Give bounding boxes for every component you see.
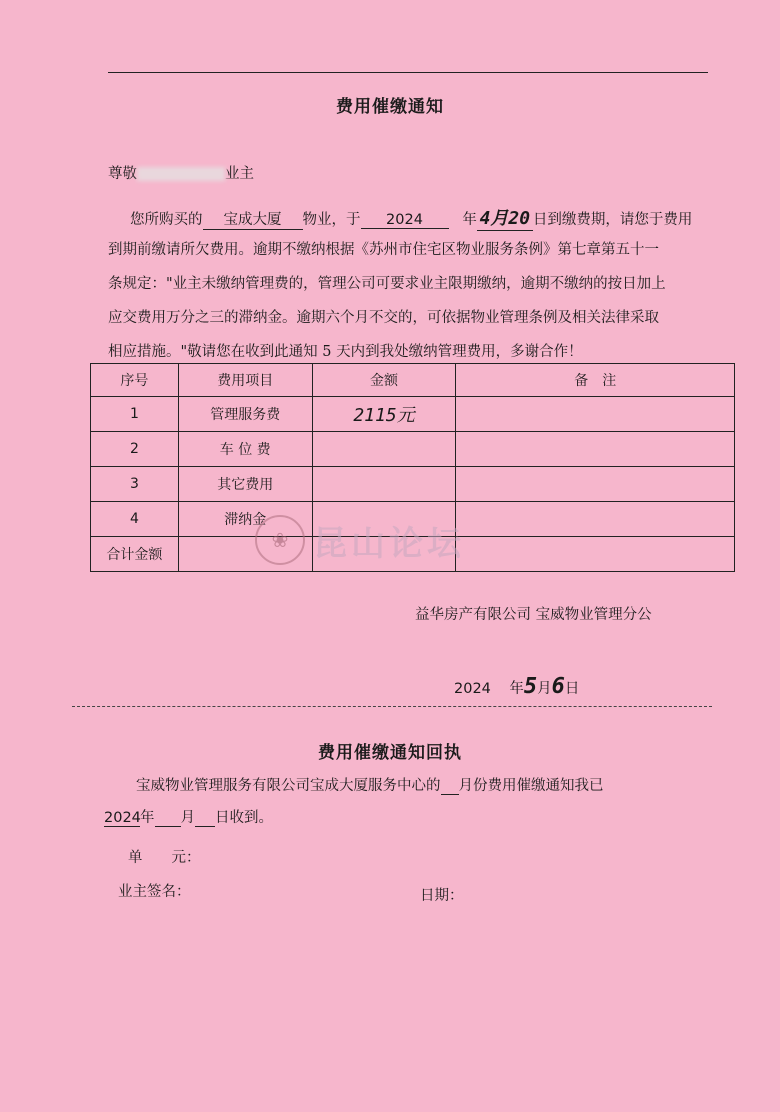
text-segment: 月份费用催缴通知我已 <box>458 778 604 794</box>
header-cell: 序号 <box>91 364 179 397</box>
row-item: 滞纳金 <box>178 502 312 537</box>
total-label: 合计金额 <box>91 537 179 572</box>
text-segment: 日收到。 <box>215 810 273 826</box>
table-row <box>91 397 735 432</box>
table-row <box>91 432 735 467</box>
receipt-line-2 <box>104 806 273 827</box>
row-amount <box>312 432 456 467</box>
row-number: 3 <box>91 467 179 502</box>
date-day-handwritten: 6 <box>551 674 565 699</box>
salutation <box>108 162 254 183</box>
paragraph-line-4: 应交费用万分之三的滞纳金。逾期六个月不交的，可依据物业管理条例及相关法律采取 <box>108 310 659 326</box>
text-segment: 年 <box>140 810 155 826</box>
receipt-month-blank <box>155 810 181 827</box>
owner-signature-label: 业主签名： <box>118 884 191 900</box>
date-year: 2024 <box>454 681 491 697</box>
redacted-name <box>137 167 225 181</box>
text-segment: 年 <box>509 681 524 697</box>
row-item: 其它费用 <box>178 467 312 502</box>
year-field: 2024 <box>361 212 449 229</box>
building-field: 宝成大厦 <box>203 208 303 230</box>
row-item: 管理服务费 <box>178 397 312 432</box>
receipt-day-blank <box>195 810 215 827</box>
text-segment: 年 <box>462 212 477 228</box>
text-segment: 宝威物业管理服务有限公司宝成大厦服务中心的 <box>136 778 441 794</box>
row-number: 4 <box>91 502 179 537</box>
salutation-suffix: 业主 <box>225 166 254 182</box>
paragraph-line-3: 条规定："业主未缴纳管理费的，管理公司可要求业主限期缴纳，逾期不缴纳的按日加上 <box>108 276 666 292</box>
paragraph-line-5: 相应措施。"敬请您在收到此通知 5 天内到我处缴纳管理费用，多谢合作！ <box>108 344 583 360</box>
month-blank <box>441 778 459 795</box>
salutation-prefix: 尊敬 <box>108 166 137 182</box>
company-name: 益华房产有限公司 宝威物业管理分公 <box>415 607 652 623</box>
row-amount-handwritten: 2115元 <box>312 397 456 432</box>
cut-line <box>72 706 712 707</box>
date-month-handwritten: 5 <box>523 674 538 699</box>
receipt-date-label: 日期： <box>420 888 464 904</box>
handwritten-due-date: 4月20 <box>477 204 533 231</box>
watermark <box>255 515 465 565</box>
row-note <box>456 502 735 537</box>
row-item: 车 位 费 <box>178 432 312 467</box>
table-row <box>91 467 735 502</box>
header-cell: 金额 <box>312 364 456 397</box>
watermark-seal-icon: ❀ <box>255 515 305 565</box>
text-segment: 月 <box>180 810 195 826</box>
text-segment: 物业，于 <box>302 212 361 228</box>
row-number: 2 <box>91 432 179 467</box>
header-cell: 费用项目 <box>178 364 312 397</box>
text-segment: 日 <box>564 681 580 697</box>
text-segment: 月 <box>537 681 552 697</box>
text-segment: 您所购买的 <box>130 212 203 228</box>
row-number: 1 <box>91 397 179 432</box>
unit-label: 单 元： <box>128 850 201 866</box>
row-note <box>456 432 735 467</box>
top-rule <box>108 72 708 73</box>
table-header-row <box>91 364 735 397</box>
notice-title: 费用催缴通知 <box>336 97 444 117</box>
watermark-text: 昆山论坛 <box>313 523 465 564</box>
row-amount <box>312 467 456 502</box>
receipt-title: 费用催缴通知回执 <box>318 743 462 763</box>
header-cell: 备 注 <box>456 364 735 397</box>
receipt-year: 2024 <box>104 810 141 826</box>
paragraph-line-1 <box>130 204 692 231</box>
text-segment: 日到缴费期，请您于费用 <box>532 212 693 228</box>
total-empty <box>456 537 735 572</box>
paragraph-line-2: 到期前缴请所欠费用。逾期不缴纳根据《苏州市住宅区物业服务条例》第七章第五十一 <box>108 242 659 258</box>
notice-date <box>454 674 579 699</box>
receipt-line-1 <box>136 774 604 795</box>
row-note <box>456 467 735 502</box>
row-note <box>456 397 735 432</box>
